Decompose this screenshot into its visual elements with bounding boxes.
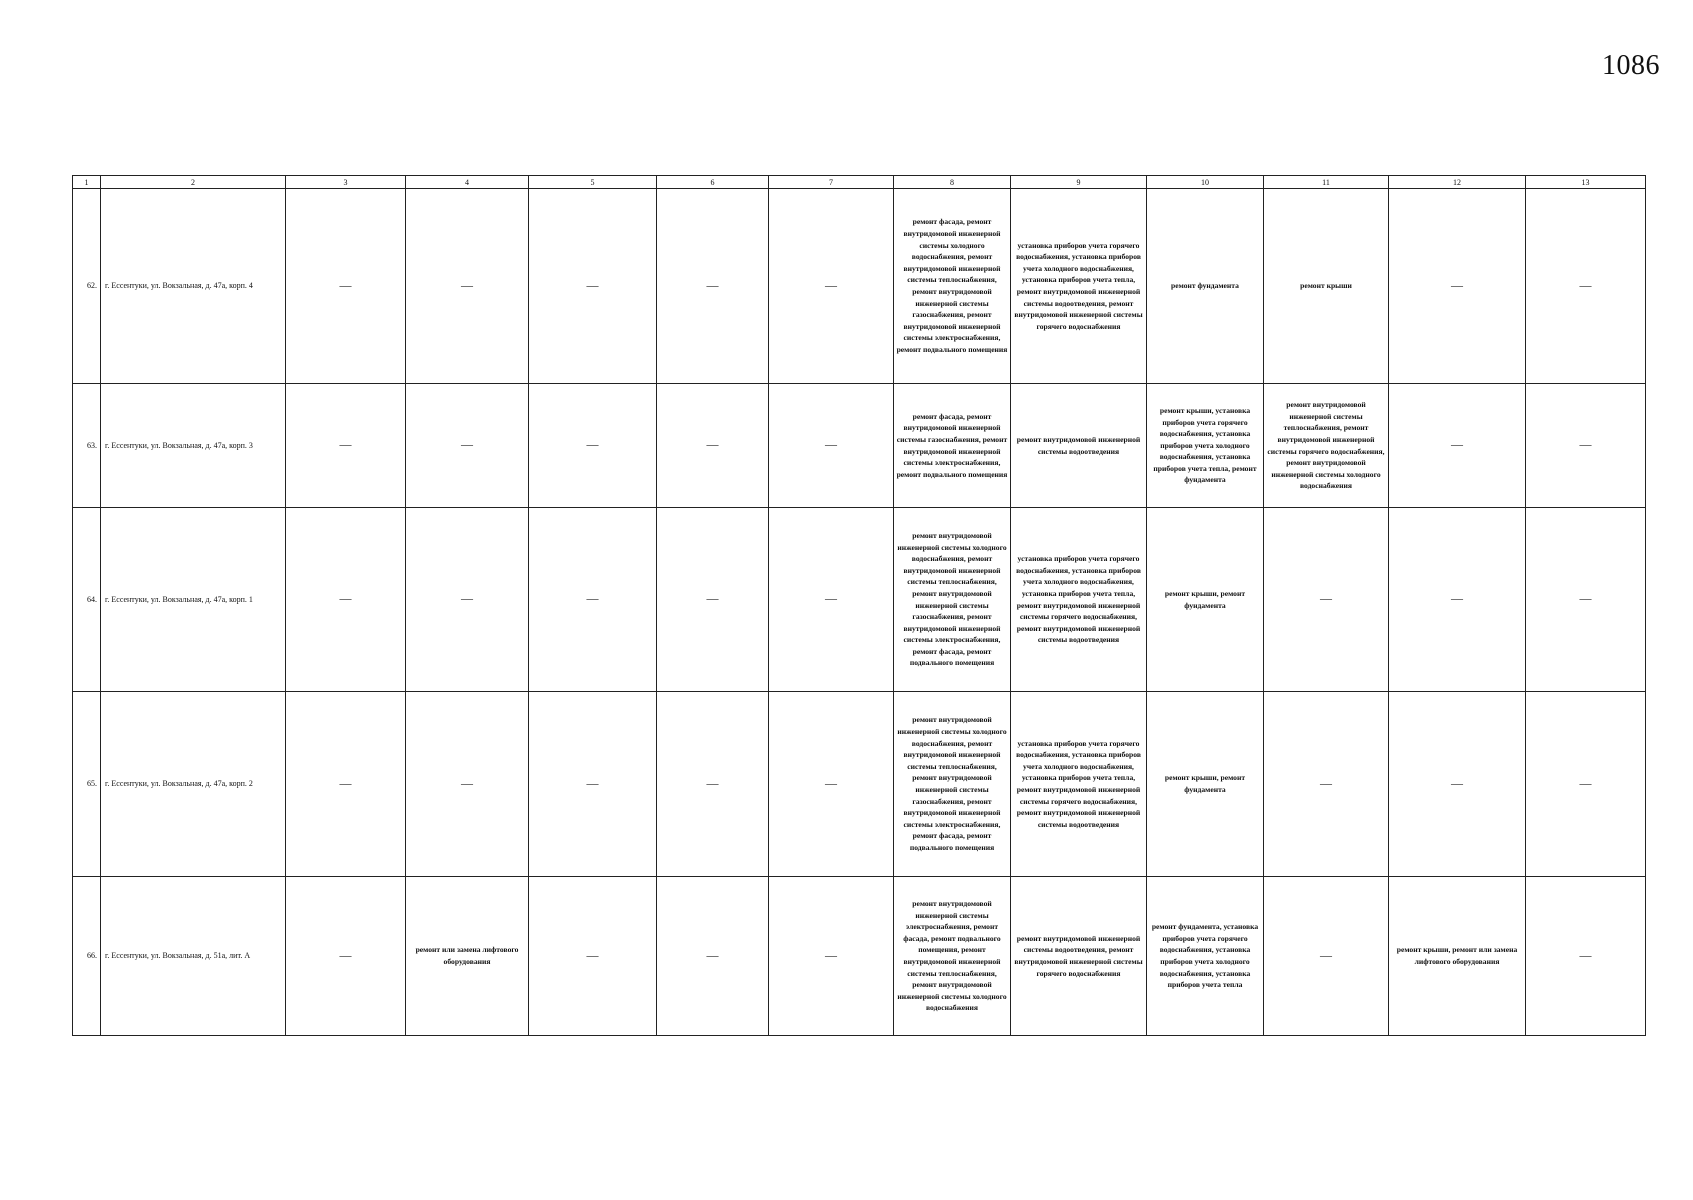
dash-cell <box>1526 508 1646 692</box>
dash: — <box>586 947 599 962</box>
dash-cell <box>1389 692 1526 877</box>
address-cell: г. Ессентуки, ул. Вокзальная, д. 47а, корп. 1 <box>101 508 286 692</box>
work-cell: ремонт крыши, ремонт фундамента <box>1147 508 1264 692</box>
dash: — <box>1579 277 1592 292</box>
work-cell: ремонт внутридомовой инженерной системы теплоснабжения, ремонт внутридомовой инженерной системы горячего водоснабжения, ремонт внутридомовой инженерной системы холодного водоснабжения <box>1264 384 1389 508</box>
work-cell: ремонт внутридомовой инженерной системы холодного водоснабжения, ремонт внутридомовой инженерной системы теплоснабжения, ремонт внутридомовой инженерной системы газоснабжения, ремонт внутридомовой инженерной системы электроснабжения, ремонт фасада, ремонт подвального помещения <box>894 508 1011 692</box>
dash-cell <box>1389 189 1526 384</box>
dash: — <box>706 591 719 606</box>
column-number: 11 <box>1264 176 1389 189</box>
dash: — <box>586 277 599 292</box>
dash-cell <box>286 692 406 877</box>
work-cell: ремонт крыши, ремонт фундамента <box>1147 692 1264 877</box>
row-number: 66. <box>73 877 101 1036</box>
row-number: 63. <box>73 384 101 508</box>
address-cell: г. Ессентуки, ул. Вокзальная, д. 47а, корп. 4 <box>101 189 286 384</box>
dash: — <box>825 277 837 292</box>
dash: — <box>1451 277 1463 292</box>
dash: — <box>586 437 599 452</box>
address-cell: г. Ессентуки, ул. Вокзальная, д. 47а, корп. 2 <box>101 692 286 877</box>
row-number: 64. <box>73 508 101 692</box>
dash-cell <box>1389 384 1526 508</box>
dash-cell <box>529 189 657 384</box>
dash: — <box>825 437 837 452</box>
dash: — <box>706 947 719 962</box>
work-cell: ремонт фасада, ремонт внутридомовой инженерной системы газоснабжения, ремонт внутридомовой инженерной системы электроснабжения, ремонт подвального помещения <box>894 384 1011 508</box>
dash-cell <box>529 384 657 508</box>
table-row <box>73 384 1646 508</box>
work-cell: ремонт фундамента <box>1147 189 1264 384</box>
dash-cell <box>657 692 769 877</box>
dash: — <box>1579 775 1592 790</box>
dash-cell <box>286 877 406 1036</box>
dash-cell <box>406 692 529 877</box>
dash: — <box>461 775 473 790</box>
dash: — <box>1451 437 1463 452</box>
dash-cell <box>1526 692 1646 877</box>
column-number: 13 <box>1526 176 1646 189</box>
column-number: 10 <box>1147 176 1264 189</box>
column-number: 9 <box>1011 176 1147 189</box>
dash-cell <box>657 189 769 384</box>
work-cell: ремонт внутридомовой инженерной системы холодного водоснабжения, ремонт внутридомовой инженерной системы теплоснабжения, ремонт внутридомовой инженерной системы газоснабжения, ремонт внутридомовой инженерной системы электроснабжения, ремонт фасада, ремонт подвального помещения <box>894 692 1011 877</box>
dash: — <box>339 591 352 606</box>
dash-cell <box>769 877 894 1036</box>
dash: — <box>1320 775 1332 790</box>
dash: — <box>706 437 719 452</box>
dash-cell <box>1526 384 1646 508</box>
dash: — <box>339 277 352 292</box>
dash: — <box>339 947 352 962</box>
column-number: 7 <box>769 176 894 189</box>
work-cell: ремонт внутридомовой инженерной системы водоотведения, ремонт внутридомовой инженерной системы горячего водоснабжения <box>1011 877 1147 1036</box>
work-cell: ремонт крыши, ремонт или замена лифтового оборудования <box>1389 877 1526 1036</box>
column-number: 12 <box>1389 176 1526 189</box>
table-row <box>73 508 1646 692</box>
work-cell: ремонт фасада, ремонт внутридомовой инженерной системы холодного водоснабжения, ремонт внутридомовой инженерной системы теплоснабжения, ремонт внутридомовой инженерной системы газоснабжения, ремонт внутридомовой инженерной системы электроснабжения, ремонт подвального помещения <box>894 189 1011 384</box>
dash-cell <box>769 189 894 384</box>
dash-cell <box>769 692 894 877</box>
work-cell: ремонт фундамента, установка приборов учета горячего водоснабжения, установка приборов учета холодного водоснабжения, установка приборов учета тепла <box>1147 877 1264 1036</box>
dash-cell <box>657 877 769 1036</box>
dash-cell <box>1526 189 1646 384</box>
dash: — <box>339 775 352 790</box>
dash: — <box>461 437 473 452</box>
dash-cell <box>529 877 657 1036</box>
dash-cell <box>286 384 406 508</box>
table-row <box>73 189 1646 384</box>
dash-cell <box>529 508 657 692</box>
dash-cell <box>1389 508 1526 692</box>
address-cell: г. Ессентуки, ул. Вокзальная, д. 47а, корп. 3 <box>101 384 286 508</box>
table-row <box>73 692 1646 877</box>
column-number: 5 <box>529 176 657 189</box>
column-number-row <box>73 176 1646 189</box>
dash-cell <box>286 508 406 692</box>
row-number: 62. <box>73 189 101 384</box>
row-number: 65. <box>73 692 101 877</box>
dash-cell <box>406 189 529 384</box>
dash: — <box>586 591 599 606</box>
address-cell: г. Ессентуки, ул. Вокзальная, д. 51а, лит. А <box>101 877 286 1036</box>
dash: — <box>461 591 473 606</box>
dash-cell <box>1264 877 1389 1036</box>
work-cell: ремонт внутридомовой инженерной системы электроснабжения, ремонт фасада, ремонт подвального помещения, ремонт внутридомовой инженерной системы теплоснабжения, ремонт внутридомовой инженерной системы холодного водоснабжения <box>894 877 1011 1036</box>
dash-cell <box>529 692 657 877</box>
work-cell: установка приборов учета горячего водоснабжения, установка приборов учета холодного водоснабжения, установка приборов учета тепла, ремонт внутридомовой инженерной системы горячего водоснабжения, ремонт внутридомовой инженерной системы водоотведения <box>1011 692 1147 877</box>
dash-cell <box>769 384 894 508</box>
column-number: 2 <box>101 176 286 189</box>
dash-cell <box>769 508 894 692</box>
dash-cell <box>1264 508 1389 692</box>
dash: — <box>339 437 352 452</box>
dash-cell <box>657 508 769 692</box>
dash-cell <box>1264 692 1389 877</box>
column-number: 4 <box>406 176 529 189</box>
dash-cell <box>406 508 529 692</box>
dash: — <box>825 591 837 606</box>
column-number: 1 <box>73 176 101 189</box>
work-cell: ремонт или замена лифтового оборудования <box>406 877 529 1036</box>
work-cell: установка приборов учета горячего водоснабжения, установка приборов учета холодного водоснабжения, установка приборов учета тепла, ремонт внутридомовой инженерной системы горячего водоснабжения, ремонт внутридомовой инженерной системы водоотведения <box>1011 508 1147 692</box>
dash: — <box>706 277 719 292</box>
dash-cell <box>406 384 529 508</box>
dash: — <box>1451 591 1463 606</box>
column-number: 3 <box>286 176 406 189</box>
dash-cell <box>1526 877 1646 1036</box>
dash: — <box>586 775 599 790</box>
dash: — <box>461 277 473 292</box>
dash: — <box>1320 591 1332 606</box>
dash: — <box>825 775 837 790</box>
dash: — <box>1579 947 1592 962</box>
work-cell: ремонт крыши, установка приборов учета горячего водоснабжения, установка приборов учета холодного водоснабжения, установка приборов учета тепла, ремонт фундамента <box>1147 384 1264 508</box>
dash: — <box>1579 437 1592 452</box>
work-cell: установка приборов учета горячего водоснабжения, установка приборов учета холодного водоснабжения, установка приборов учета тепла, ремонт внутридомовой инженерной системы водоотведения, ремонт внутридомовой инженерной системы горячего водоснабжения <box>1011 189 1147 384</box>
column-number: 6 <box>657 176 769 189</box>
column-number: 8 <box>894 176 1011 189</box>
dash: — <box>1320 947 1332 962</box>
dash: — <box>1451 775 1463 790</box>
dash: — <box>706 775 719 790</box>
dash: — <box>1579 591 1592 606</box>
dash-cell <box>657 384 769 508</box>
work-cell: ремонт крыши <box>1264 189 1389 384</box>
table-row <box>73 877 1646 1036</box>
work-cell: ремонт внутридомовой инженерной системы водоотведения <box>1011 384 1147 508</box>
capital-repair-table <box>72 175 1646 1036</box>
dash-cell <box>286 189 406 384</box>
dash: — <box>825 947 837 962</box>
page-number: 1086 <box>1602 50 1660 81</box>
